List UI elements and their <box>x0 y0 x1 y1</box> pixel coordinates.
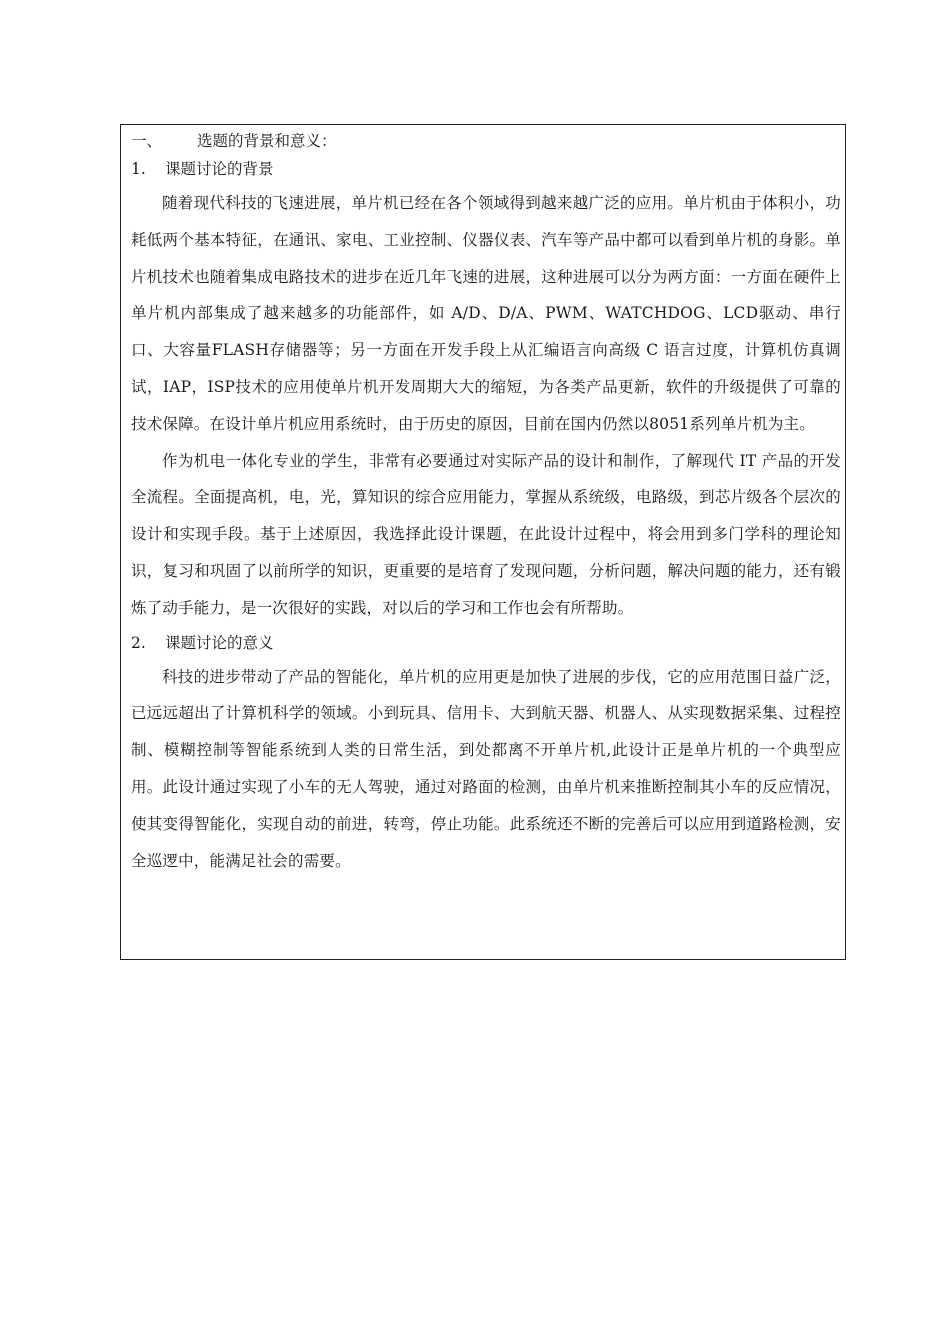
subsection-number: 1. <box>131 160 146 178</box>
subsection-number: 2. <box>131 633 146 652</box>
section-title: 选题的背景和意义： <box>197 132 337 150</box>
content-table-cell <box>120 124 846 960</box>
paragraph-significance-1: 科技的进步带动了产品的智能化，单片机的应用更是加快了进展的步伐，它的应用范围日益广泛，已远远超出了计算机科学的领域。小到玩具、信用卡、大到航天器、机器人、从实现数据采集、过程控制、模糊控制等智能系统到人类的日常生活，到处都离不开单片机,此设计正是单片机的一个典型应用。此设计通过实现了小车的无人驾驶，通过对路面的检测，由单片机来推断控制其小车的反应情况，使其变得智能化，实现自动的前进，转弯，停止功能。此系统还不断的完善后可以应用到道路检测，安全巡逻中，能满足社会的需要。 <box>131 667 841 870</box>
subsection-heading-significance <box>131 631 841 655</box>
section-heading <box>131 129 841 153</box>
subsection-heading-background <box>131 157 841 181</box>
paragraph-background-1: 随着现代科技的飞速进展，单片机已经在各个领域得到越来越广泛的应用。单片机由于体积小，功耗低两个基本特征，在通讯、家电、工业控制、仪器仪表、汽车等产品中都可以看到单片机的身影。单片机技术也随着集成电路技术的进步在近几年飞速的进展，这种进展可以分为两方面：一方面在硬件上单片机内部集成了越来越多的功能部件，如 A/D、D/A、PWM、WATCHDOG、LCD驱动、串行口、大容量FLASH存储器等；另一方面在开发手段上从汇编语言向高级 C 语言过度，计算机仿真调试，IAP，ISP技术的应用使单片机开发周期大大的缩短，为各类产品更新，软件的升级提供了可靠的技术保障。在设计单片机应用系统时，由于历史的原因，目前在国内仍然以8051系列单片机为主。 <box>131 194 841 433</box>
section-number: 一、 <box>131 132 163 150</box>
document-body <box>131 129 841 879</box>
paragraph-background-2: 作为机电一体化专业的学生，非常有必要通过对实际产品的设计和制作，了解现代 IT 产品的开发全流程。全面提高机，电，光，算知识的综合应用能力，掌握从系统级，电路级，到芯片级各个层次的设计和实现手段。基于上述原因，我选择此设计课题，在此设计过程中，将会用到多门学科的理论知识，复习和巩固了以前所学的知识，更重要的是培育了发现问题，分析问题，解决问题的能力，还有锻炼了动手能力，是一次很好的实践，对以后的学习和工作也会有所帮助。 <box>131 451 841 617</box>
subsection-title: 课题讨论的意义 <box>165 633 274 652</box>
subsection-title: 课题讨论的背景 <box>165 160 274 178</box>
